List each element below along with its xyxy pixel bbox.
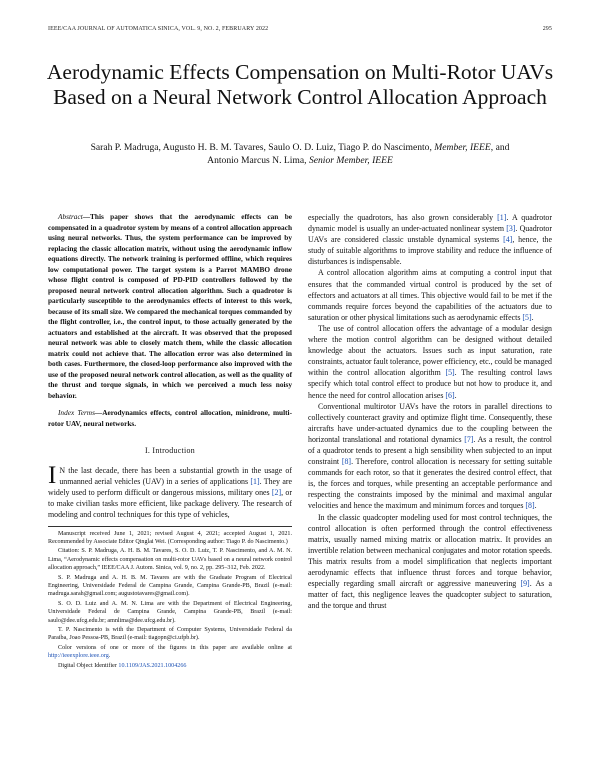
citation-link[interactable]: [1] (250, 477, 260, 487)
citation-link[interactable]: [5] (522, 312, 532, 322)
paper-title: Aerodynamic Effects Compensation on Multi-Rotor UAVs Based on a Neural Network Control Allocation Approach (46, 60, 554, 109)
body-paragraph-5 (308, 512, 552, 612)
abstract-text: —This paper shows that the aerodynamic effects can be compensated in a quadrotor system by means of a control allocation approach using neural networks. Thus, the system performance can be improved by replacing the classic allocation matrix, without using the aerodynamic inflow equations directly. The network training is performed offline, which requires low computational power. The target system is a Parrot MAMBO drone whose flight control is composed of PD-PID controllers followed by the proposed neural network control allocation algorithm. Such a quadrotor is particularly susceptible to the aerodynamics effects of interest to this work, because of its small size. We compared the mechanical torques commanded by the flight controller, i.e., the control input, to those actually generated by the actuators and established at the aircraft. It was observed that the proposed neural network was able to closely match them, while the classic allocation matrix could not achieve that. The allocation error was also determined in both cases. Furthermore, the closed-loop performance also improved with the use of the proposed neural network control allocation, as well as the quality of the thrust and torque signals, in which we perceived a much less noisy behavior. (48, 212, 292, 400)
journal-header: IEEE/CAA JOURNAL OF AUTOMATICA SINICA, VOL. 9, NO. 2, FEBRUARY 2022 (48, 26, 269, 32)
left-column (48, 212, 292, 670)
body-text: . As a matter of fact, this negligence leaves the quadcopter subject to saturation, and the torque and thrust (308, 579, 552, 611)
body-paragraph-1 (308, 212, 552, 267)
body-text: . (531, 312, 534, 322)
footnote-affiliation-1: S. P. Madruga and A. H. B. M. Tavares are with the Graduate Program of Electrical Engineering, Universidade Federal de Campina Grande, Campina Grande-PB, Brazil (e-mail: madruga.sarah@gmail.com; augustotavares@gmail.com). (48, 574, 292, 598)
author-line-1-end: , and (490, 142, 510, 153)
footnote-citation: Citation: S. P. Madruga, A. H. B. M. Tavares, S. O. D. Luiz, T. P. Nascimento, and A. M. N. Lima, “Aerodynamic effects compensation on multi-rotor UAVs based on a neural network control allocation approach,” IEEE/CAA J. Autom. Sinica, vol. 9, no. 2, pp. 295–312, Feb. 2022. (48, 548, 292, 572)
citation-link[interactable]: [2] (271, 488, 282, 498)
index-terms (48, 408, 292, 429)
section-heading: I. Introduction (144, 446, 196, 455)
body-text: especially the quadrotors, has also grown considerably (308, 213, 498, 222)
ieeexplore-link[interactable]: http://ieeexplore.ieee.org (48, 653, 109, 660)
footnote-rule (48, 526, 292, 527)
body-text: . A quadrotor dynamic model is usually an under-actuated nonlinear system (308, 213, 552, 234)
author-names-2: Antonio Marcus N. Lima, (207, 155, 307, 166)
body-paragraph-4 (308, 401, 552, 512)
citation-link[interactable]: [9] (520, 579, 530, 589)
author-grade-2: Senior Member, IEEE (308, 155, 393, 166)
doi-label: Digital Object Identifier (58, 662, 119, 669)
citation-link[interactable]: [5] (445, 368, 455, 378)
footnote-color-text: Color versions of one or more of the figures in this paper are available online at (58, 644, 292, 651)
body-text: , hence, the study of suitable algorithms to improve stability and reduce the influence of disturbances is indispensable. (308, 235, 552, 267)
body-text: In the classic quadcopter modeling used for most control techniques, the control allocation is often performed through the control effectiveness matrix, usually named mixing matrix or allocation matrix. It provides an invertible relation between mechanical conjugates and motor rotation speeds. This matrix results from a model simplification that neglects important aerodynamic effects that influence thrust forces and torque behavior, especially regarding small aircraft or aggressive maneuvering (308, 512, 552, 589)
right-column (308, 212, 552, 611)
body-text: . Therefore, control allocation is necessary for setting suitable commands for each rotor, so that it generates the desired control effect, that is, the forces and torques, while presenting an acceptable performance and respecting the constraints imposed by the minimal and maximal angular velocities and hence the maximum and minimum forces and torques (308, 457, 552, 511)
citation-link[interactable]: [8] (525, 501, 535, 511)
author-line-1 (40, 141, 560, 154)
author-grade-1: Member, IEEE (434, 142, 491, 153)
intro-paragraph (48, 462, 292, 520)
body-paragraph-3 (308, 323, 552, 401)
citation-link[interactable]: [7] (464, 434, 474, 444)
body-text: . (534, 501, 537, 511)
index-terms-text: —Aerodynamics effects, control allocation, minidrone, multi-rotor UAV, neural networks. (48, 408, 292, 428)
body-text: Conventional multirotor UAVs have the rotors in parallel directions to collectively counteract gravity and optimize flight time. Consequently, these aircrafts have under-actuated dynamics due to the coupling between the horizontal translational and rotational dynamics (308, 401, 552, 444)
doi-link[interactable]: 10.1109/JAS.2021.1004266 (118, 662, 187, 669)
citation-link[interactable]: [6] (445, 390, 455, 400)
author-names-1: Sarah P. Madruga, Augusto H. B. M. Tavares, Saulo O. D. Luiz, Tiago P. do Nascimento, (90, 142, 432, 153)
citation-link[interactable]: [1] (497, 213, 507, 222)
body-paragraph-2 (308, 267, 552, 322)
body-text: . The resulting control laws specify which total control effect to produce but not how to produce it, and hence the need for control allocation arises (308, 368, 553, 400)
intro-text-b: . They are widely used to perform difficult or dangerous missions, military ones (48, 477, 292, 498)
footnote-affiliation-2: S. O. D. Luiz and A. M. N. Lima are with the Department of Electrical Engineering, Universidade Federal de Campina Grande, Campina Grande-PB, Brazil (e-mail: saulo@dee.ufcg.edu.br; amnlima@dee.ufcg.edu.br). (48, 600, 292, 624)
abstract (48, 212, 292, 401)
footnote-doi (48, 662, 292, 670)
body-text: . (454, 390, 457, 400)
body-text: . Quadrotor UAVs are considered classic unstable dynamical systems (308, 224, 552, 245)
running-head (48, 26, 552, 32)
author-line-2 (40, 154, 560, 167)
intro-text-a: N the last decade, there has been a substantial growth in the usage of unmanned aerial vehicles (UAV) in a series of applications (59, 466, 292, 487)
abstract-lead: Abstract (58, 212, 83, 221)
index-terms-lead: Index Terms (58, 408, 95, 417)
footnote-affiliation-3: T. P. Nascimento is with the Department of Computer Systems, Universidade Federal da Paraiba, Joao Pessoa-PB, Brazil (e-mail: tiagopn@ci.ufpb.br). (48, 627, 292, 642)
intro-text-c: , or to make civilian tasks more efficient, like package delivery. The research of modeling and control techniques for this type of vehicles, (48, 488, 292, 520)
body-text: . As a result, the control of a quadrotor tends to present a high sensibility when subjected to an input constraint (308, 434, 553, 467)
body-text: The use of control allocation offers the advantage of a modular design where the motion control algorithm can be designed without detailed knowledge about the actuators. Issues such as input saturation, rate constraints, actuator fault tolerance, power efficiency, etc., could be managed within the control allocation algorithm (308, 323, 552, 378)
citation-link[interactable]: [8] (341, 457, 352, 467)
page-number: 295 (542, 26, 552, 32)
citation-link[interactable]: [4] (503, 235, 513, 245)
dropcap: I (48, 462, 57, 490)
citation-link[interactable]: [3] (506, 224, 516, 234)
footnote-color (48, 644, 292, 661)
footnote-color-end: . (108, 653, 111, 660)
author-list (40, 141, 560, 167)
footnote-received: Manuscript received June 1, 2021; revised August 4, 2021; accepted August 1, 2021. Recommended by Associate Editor Qinglai Wei. (Corresponding author: Tiago P. do Nascimento.) (48, 530, 292, 545)
body-text: A control allocation algorithm aims at computing a control input that ensures that the commanded virtual control is produced by the set of effectors and actuators at all times. This objective would fail to be met if the commands require forces beyond the capabilities of the actuators due to saturation or other physical limitations such as aerodynamic effects (308, 268, 552, 322)
